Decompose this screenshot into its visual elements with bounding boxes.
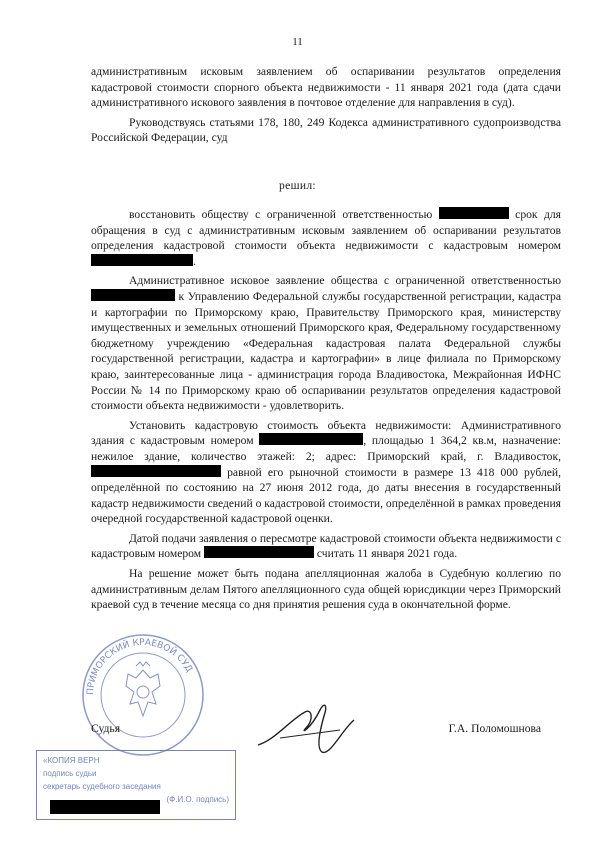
restore-text-1: восстановить обществу с ограниченной ответственностью [129, 208, 433, 221]
intro-section [91, 64, 561, 150]
redacted-cadastral-number [259, 433, 363, 445]
judge-label: Судья [91, 722, 121, 735]
stamp-line-3: секретарь судебного заседания [43, 782, 161, 791]
restore-text-2: срок для обращения в суд с административным исковым заявлением об оспаривании результатов определения кадастровой стоимости объекта недвижимости с кадастровым номером [91, 208, 561, 253]
stamp-line-1: «КОПИЯ ВЕРН [43, 756, 100, 765]
establish-text-2: , площадью 1 364,2 кв.м, назначение: нежилое здание, количество этажей: 2; адрес: Приморский край, г. Владивосток, [91, 434, 561, 463]
establish-text-1: Установить кадастровую стоимость объекта недвижимости: Административного здания с кадастровым номером [91, 418, 561, 448]
establish-paragraph [91, 418, 561, 527]
judge-signature-icon [250, 690, 360, 760]
judge-name: Г.А. Поломошнова [448, 722, 541, 735]
page-number: 11 [292, 36, 303, 48]
decision-heading: решил: [279, 179, 316, 192]
redacted-cadastral-number [204, 546, 314, 558]
restore-paragraph [91, 207, 561, 269]
redacted-footer [50, 800, 160, 814]
guided-paragraph: Руководствуясь статьями 178, 180, 249 Кодекса административного судопроизводства Российской Федерации, суд [91, 115, 561, 145]
claim-text-2: к Управлению Федеральной службы государственной регистрации, кадастра и картографии по Приморскому краю, Правительству Приморского края, министерству имущественных и земельных отношений Приморского края, Федеральному государственному бюджетному учреждению «Федеральная кадастровая палата Федеральной службы государственной регистрации, кадастра и картографии» в лице филиала по Приморскому краю, заинтересованные лица - администрация города Владивостока, Межрайонная ИФНС России № 14 по Приморскому краю об оспаривании результатов определения кадастровой стоимости объекта недвижимости - удовлетворить. [91, 289, 561, 413]
seal-text: ПРИМОРСКИЙ КРАЕВОЙ СУД [85, 637, 194, 696]
intro-paragraph: административным исковым заявлением об оспаривании результатов определения кадастровой стоимости спорного объекта недвижимости - 11 января 2021 года (дата сдачи административного искового заявления в почтовое отделение для направления в суд). [91, 65, 561, 110]
appeal-paragraph: На решение может быть подана апелляционная жалоба в Судебную коллегию по административным делам Пятого апелляционного суда общей юрисдикции через Приморский краевой суд в течение месяца со дня принятия решения суда в окончательной форме. [91, 567, 561, 612]
eagle-emblem-icon [126, 662, 160, 716]
filing-date-paragraph [91, 531, 561, 562]
ruling-section [91, 207, 561, 617]
redacted-address [91, 465, 221, 477]
filing-date-text-1: Датой подачи заявления о пересмотре кадастровой стоимости объекта недвижимости с кадастровым номером [91, 531, 561, 561]
court-seal-icon [78, 630, 208, 760]
filing-date-text-2: считать 11 января 2021 года. [316, 547, 458, 561]
redacted-cadastral-number [91, 254, 193, 266]
stamp-line-4: (Ф.И.О. подпись) [166, 795, 229, 804]
claim-text-1: Административное исковое заявление общества с ограниченной ответственностью [129, 274, 561, 288]
restore-text-3: . [193, 254, 196, 268]
claim-paragraph [91, 273, 561, 413]
establish-text-3: равной его рыночной стоимости в размере 13 418 000 рублей, определённой по состоянию на 27 июня 2012 года, до даты внесения в государственный кадастр недвижимости сведений о кадастровой стоимости, определённой в рамках проведения очередной государственной кадастровой оценки. [91, 465, 561, 526]
redacted-company-name [91, 289, 175, 301]
redacted-company-name [439, 207, 509, 219]
stamp-line-2: подпись судьи [43, 769, 97, 778]
